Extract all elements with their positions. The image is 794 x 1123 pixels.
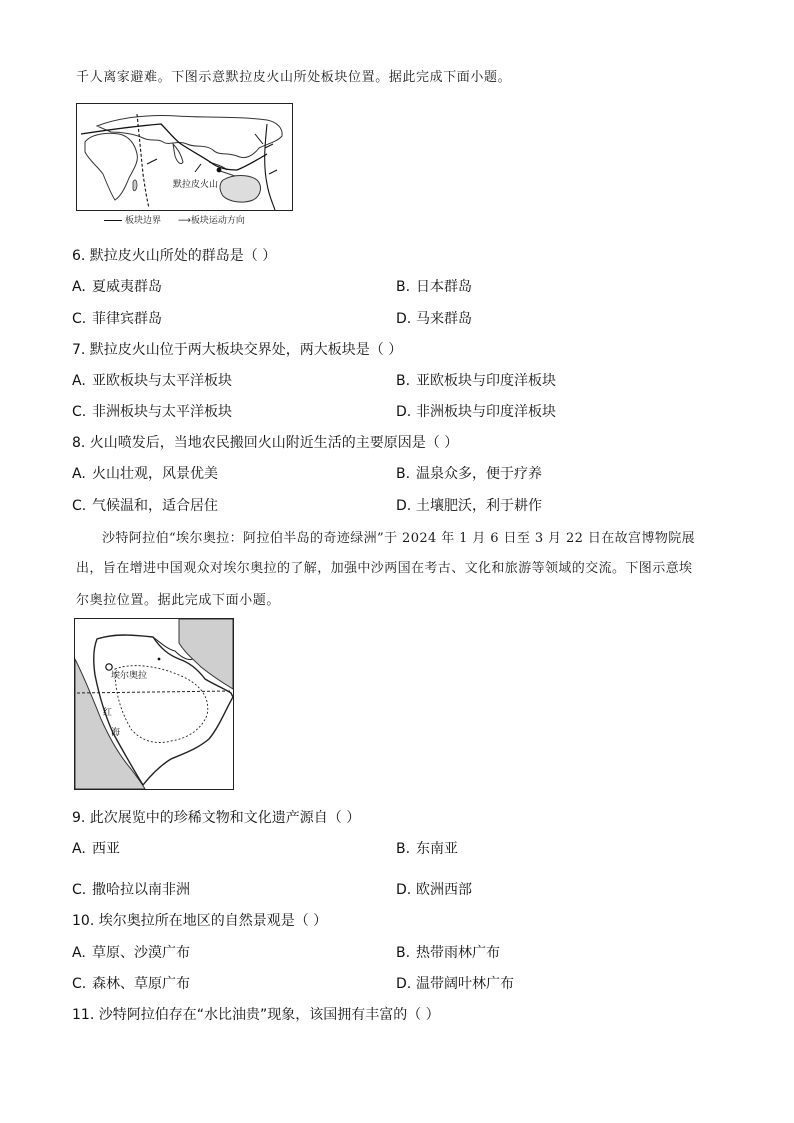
- q6-option-d[interactable]: D. 马来群岛: [396, 311, 472, 327]
- q8-option-d[interactable]: D. 土壤肥沃，利于耕作: [396, 498, 542, 514]
- intro2-line-1: 沙特阿拉伯“埃尔奥拉：阿拉伯半岛的奇迹绿洲”于 2024 年 1 月 6 日至 3 月 22 日在故宫博物院展: [102, 531, 696, 546]
- alula-label: 埃尔奥拉: [111, 671, 148, 681]
- red-sea-label-2: 海: [111, 728, 121, 738]
- q9-option-c[interactable]: C. 撒哈拉以南非洲: [72, 882, 190, 898]
- q6-option-c[interactable]: C. 菲律宾群岛: [72, 311, 162, 327]
- red-sea-label-1: 红: [103, 708, 113, 718]
- q8-option-a[interactable]: A. 火山壮观，风景优美: [72, 466, 218, 482]
- question-6-stem: 6. 默拉皮火山所处的群岛是（ ）: [72, 248, 277, 264]
- q10-option-a[interactable]: A. 草原、沙漠广布: [72, 945, 190, 961]
- plate-boundary-map: [76, 103, 293, 211]
- arabia-map-svg: [75, 619, 233, 789]
- question-7-stem: 7. 默拉皮火山位于两大板块交界处，两大板块是（ ）: [72, 342, 403, 358]
- intro2-line-2: 出，旨在增进中国观众对埃尔奥拉的了解，加强中沙两国在考古、文化和旅游等领域的交流。下图示意埃: [76, 561, 693, 576]
- q9-option-a[interactable]: A. 西亚: [72, 841, 120, 857]
- q9-option-d[interactable]: D. 欧洲西部: [396, 882, 472, 898]
- q10-option-b[interactable]: B. 热带雨林广布: [396, 945, 500, 961]
- question-10-stem: 10. 埃尔奥拉所在地区的自然景观是（ ）: [72, 913, 328, 929]
- q6-option-a[interactable]: A. 夏威夷群岛: [72, 279, 162, 295]
- q9-option-b[interactable]: B. 东南亚: [396, 841, 458, 857]
- boundary-line-icon: [104, 220, 122, 221]
- q7-option-b[interactable]: B. 亚欧板块与印度洋板块: [396, 373, 556, 389]
- legend-boundary: 板块边界: [104, 213, 161, 226]
- question-8-stem: 8. 火山喷发后，当地农民搬回火山附近生活的主要原因是（ ）: [72, 435, 459, 451]
- question-9-stem: 9. 此次展览中的珍稀文物和文化遗产源自（ ）: [72, 810, 361, 826]
- intro2-line-3: 尔奥拉位置。据此完成下面小题。: [76, 593, 281, 608]
- q7-option-c[interactable]: C. 非洲板块与太平洋板块: [72, 404, 232, 420]
- volcano-label: 默拉皮火山: [173, 180, 219, 190]
- q6-option-b[interactable]: B. 日本群岛: [396, 279, 472, 295]
- q10-option-c[interactable]: C. 森林、草原广布: [72, 976, 190, 992]
- legend-motion: ⟶板块运动方向: [178, 216, 245, 226]
- arabia-map: [74, 618, 234, 790]
- plate-map-svg: [77, 104, 292, 210]
- q8-option-c[interactable]: C. 气候温和，适合居住: [72, 498, 218, 514]
- q7-option-a[interactable]: A. 亚欧板块与太平洋板块: [72, 373, 232, 389]
- q10-option-d[interactable]: D. 温带阔叶林广布: [396, 976, 514, 992]
- arrow-right-icon: ⟶: [178, 216, 191, 226]
- intro-line-1: 千人离家避难。下图示意默拉皮火山所处板块位置。据此完成下面小题。: [76, 70, 512, 85]
- question-11-stem: 11. 沙特阿拉伯存在“水比油贵”现象，该国拥有丰富的（ ）: [72, 1007, 440, 1023]
- q8-option-b[interactable]: B. 温泉众多，便于疗养: [396, 466, 542, 482]
- q7-option-d[interactable]: D. 非洲板块与印度洋板块: [396, 404, 556, 420]
